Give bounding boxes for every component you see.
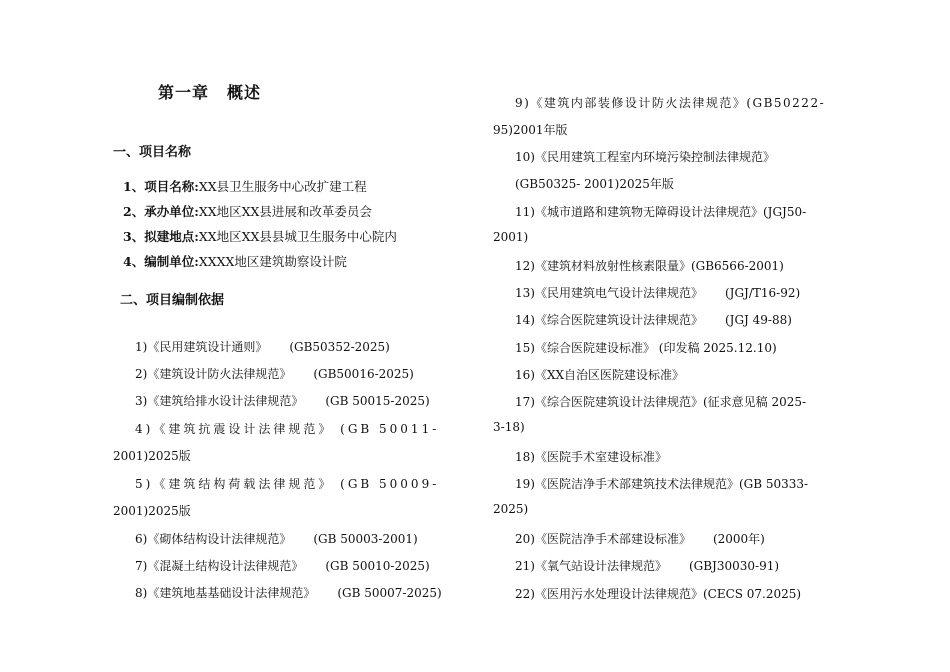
reference-name: 8)《建筑地基基础设计法律规范》 (135, 586, 316, 600)
reference-name: 20)《医院洁净手术部建设标准》 (515, 532, 691, 546)
info-row (123, 202, 372, 220)
reference-name: 6)《砌体结构设计法律规范》 (135, 532, 292, 546)
reference-item-line1: 19)《医院洁净手术部建筑技术法律规范》(GB 50333- (515, 477, 809, 491)
reference-item: 18)《医院手术室建设标准》 (515, 450, 667, 464)
reference-item-line1: 17)《综合医院建筑设计法律规范》(征求意见稿 2025- (515, 395, 807, 409)
reference-item (113, 557, 430, 574)
reference-name: 13)《民用建筑电气设计法律规范》 (515, 286, 703, 300)
info-value: XX地区XX县进展和改革委员会 (198, 204, 372, 219)
reference-code: (GB50352-2025) (289, 340, 390, 354)
info-label: 1、项目名称: (123, 179, 199, 194)
reference-item: 15)《综合医院建设标准》 (印发稿 2025.12.10) (515, 341, 777, 355)
reference-item: 12)《建筑材料放射性核素限量》(GB6566-2001) (515, 259, 784, 273)
reference-item-line2: 2001)2025版 (113, 449, 191, 463)
info-label: 3、拟建地点: (123, 229, 199, 244)
reference-name: 21)《氧气站设计法律规范》 (515, 559, 667, 573)
chapter-subtitle: 概述 (227, 83, 262, 102)
reference-item-line2: 2001) (493, 230, 529, 244)
reference-item (493, 311, 792, 328)
reference-code: (2000年) (712, 532, 765, 546)
reference-code: (GBJ30030-91) (688, 559, 780, 573)
reference-item (493, 557, 779, 574)
reference-code: (GB50016-2025) (313, 367, 414, 381)
reference-item-line2: (GB50325- 2001)2025年版 (515, 177, 674, 191)
info-row (123, 252, 347, 270)
reference-name: 14)《综合医院建筑设计法律规范》 (515, 313, 703, 327)
reference-item-line1: 4)《建筑抗震设计法律规范》 (GB 50011- (135, 422, 440, 436)
reference-item (113, 392, 430, 409)
reference-item-line2: 3-18) (493, 420, 525, 434)
info-label: 2、承办单位: (123, 204, 199, 219)
reference-code: (GB 50010-2025) (325, 559, 430, 573)
reference-item (113, 338, 390, 355)
reference-item (493, 284, 800, 301)
reference-code: (GB 50003-2001) (313, 532, 418, 546)
reference-item: 16)《XX自治区医院建设标准》 (515, 368, 685, 382)
reference-item (493, 530, 765, 547)
reference-item: 22)《医用污水处理设计法律规范》(CECS 07.2025) (515, 587, 802, 601)
info-row (123, 227, 397, 245)
reference-item-line1: 9)《建筑内部装修设计防火法律规范》(GB50222- (515, 96, 826, 110)
info-value: XXXX地区建筑勘察设计院 (198, 254, 347, 269)
reference-code: (GB 50007-2025) (337, 586, 442, 600)
reference-code: (JGJ/T16-92) (724, 286, 801, 300)
reference-code: (JGJ 49-88) (724, 313, 792, 327)
reference-name: 1)《民用建筑设计通则》 (135, 340, 268, 354)
reference-item-line1: 11)《城市道路和建筑物无障碍设计法律规范》(JGJ50- (515, 205, 807, 219)
section-heading-basis: 二、项目编制依据 (120, 293, 225, 308)
info-label: 4、编制单位: (123, 254, 199, 269)
reference-item-line1: 5)《建筑结构荷载法律规范》 (GB 50009- (135, 477, 440, 491)
chapter-number: 第一章 (158, 83, 210, 102)
reference-item (113, 530, 418, 547)
reference-item-line2: 2025) (493, 502, 529, 516)
reference-item (113, 584, 442, 601)
info-row (123, 177, 367, 195)
reference-name: 7)《混凝土结构设计法律规范》 (135, 559, 304, 573)
reference-item-line2: 95)2001年版 (493, 123, 568, 137)
info-value: XX地区XX县县城卫生服务中心院内 (198, 229, 397, 244)
reference-name: 3)《建筑给排水设计法律规范》 (135, 394, 304, 408)
reference-item-line1: 10)《民用建筑工程室内环境污染控制法律规范》 (515, 150, 775, 164)
section-heading-project-name: 一、项目名称 (113, 145, 192, 160)
reference-item-line2: 2001)2025版 (113, 504, 191, 518)
reference-name: 2)《建筑设计防火法律规范》 (135, 367, 292, 381)
reference-item (113, 365, 414, 382)
info-value: XX县卫生服务中心改扩建工程 (198, 179, 367, 194)
chapter-title (158, 80, 261, 103)
reference-code: (GB 50015-2025) (325, 394, 430, 408)
